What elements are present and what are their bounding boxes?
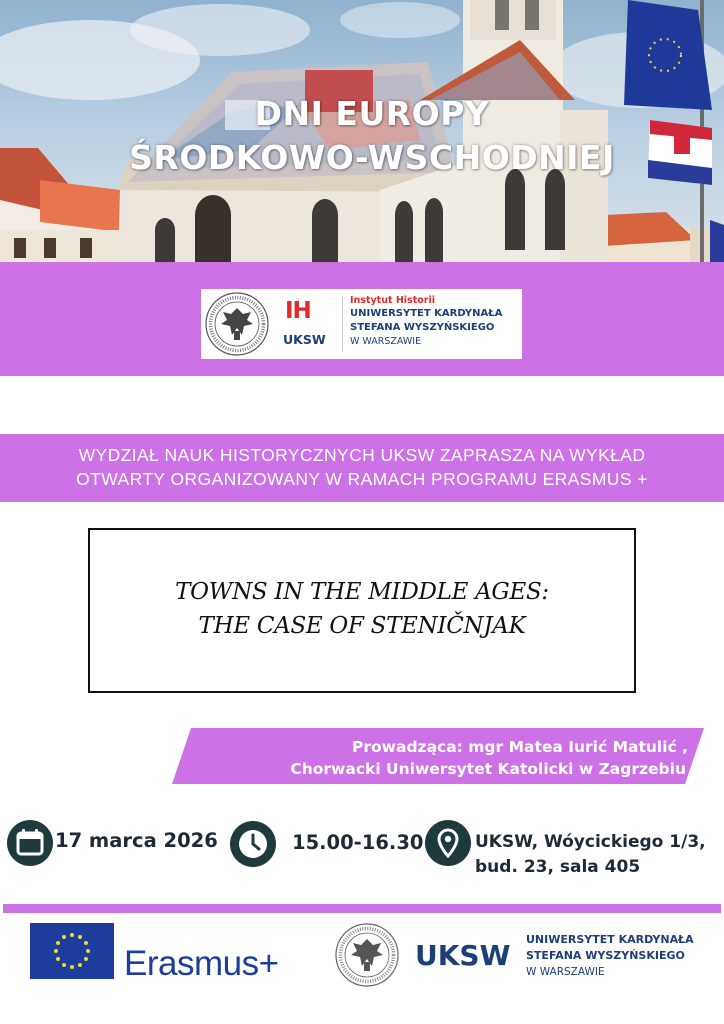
hero-title: [0, 92, 724, 180]
footer-university-line2: STEFANA WYSZYŃSKIEGO: [526, 949, 685, 962]
footer-university-line1: UNIWERSYTET KARDYNAŁA: [526, 933, 694, 946]
lecture-title-box: [88, 528, 636, 693]
uksw-logo: UKSW: [415, 939, 511, 972]
university-seal-icon: [204, 291, 270, 357]
event-time: 15.00-16.30: [292, 831, 424, 854]
footer-university-seal-icon: [334, 922, 400, 988]
clock-icon: [230, 821, 276, 867]
university-line1: UNIWERSYTET KARDYNAŁA: [350, 308, 503, 319]
erasmus-logo: Erasmus+: [124, 944, 279, 983]
invitation-line2: OTWARTY ORGANIZOWANY W RAMACH PROGRAMU ERASMUS +: [76, 469, 648, 489]
lecture-title-line2: THE CASE OF STENIČNJAK: [198, 613, 526, 639]
event-place-line2: bud. 23, sala 405: [475, 857, 641, 877]
institute-label: Instytut Historii: [350, 295, 435, 306]
lecturer-affiliation: Chorwacki Uniwersytet Katolicki w Zagrzebiu: [290, 760, 686, 778]
lecture-title-line1: TOWNS IN THE MIDDLE AGES:: [175, 579, 549, 605]
lecturer-name: Prowadząca: mgr Matea Iurić Matulić ,: [352, 738, 688, 756]
footer-university-name: [526, 932, 694, 980]
event-place-line1: UKSW, Wóycickiego 1/3,: [475, 832, 706, 852]
lecturer-info: [290, 736, 688, 780]
university-line2: STEFANA WYSZYŃSKIEGO: [350, 322, 495, 333]
ih-uksw: UKSW: [283, 332, 326, 347]
hero-title-line1: DNI EUROPY: [254, 94, 490, 133]
location-pin-icon: [425, 820, 471, 866]
university-line3: W WARSZAWIE: [350, 336, 422, 347]
footer-divider: [3, 904, 721, 913]
hero-title-line2: ŚRODKOWO-WSCHODNIEJ: [129, 138, 615, 177]
calendar-icon: [7, 820, 53, 866]
invitation-band: [0, 434, 724, 502]
logo-divider: [342, 296, 343, 352]
event-date: 17 marca 2026: [55, 829, 218, 852]
eu-flag-icon: [30, 923, 114, 979]
invitation-line1: WYDZIAŁ NAUK HISTORYCZNYCH UKSW ZAPRASZA NA WYKŁAD: [78, 445, 646, 465]
hero-photo: [0, 0, 724, 262]
footer-university-line3: W WARSZAWIE: [526, 966, 605, 978]
institute-name: [350, 294, 502, 349]
event-place: [475, 830, 706, 880]
ih-mark: IH: [285, 298, 311, 324]
